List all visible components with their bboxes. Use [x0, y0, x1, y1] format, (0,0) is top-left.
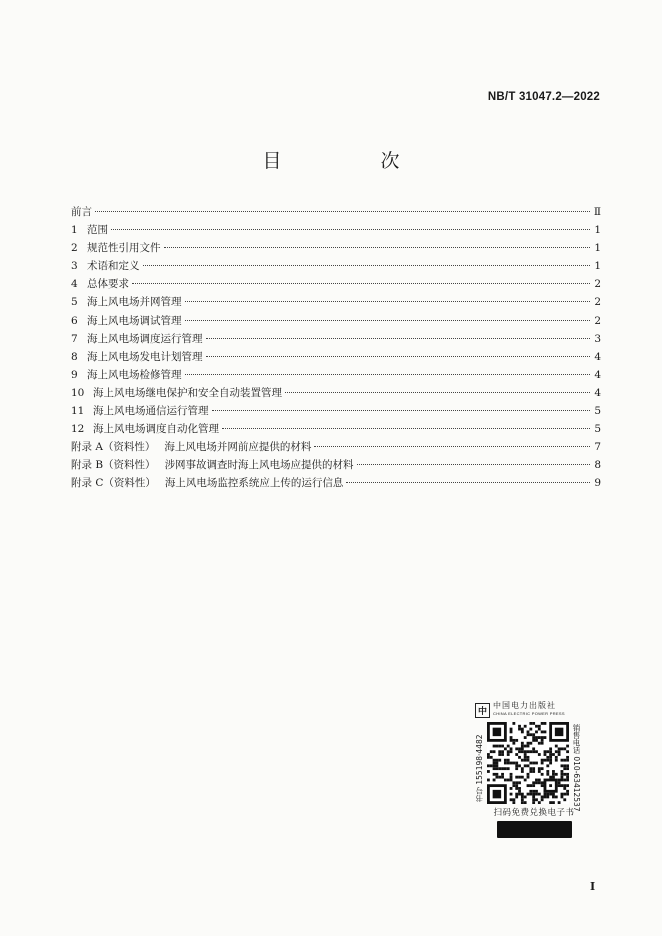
toc-entry[interactable]	[71, 330, 601, 348]
toc-entry-page: 5	[594, 405, 601, 418]
page-number: I	[590, 880, 596, 893]
publisher-logo	[475, 700, 593, 720]
toc-entry-page: 8	[594, 459, 601, 472]
toc-leader-dots	[143, 265, 591, 266]
toc-entry-number: 10	[71, 386, 85, 399]
toc-entry-page: 2	[594, 296, 601, 309]
toc-entry-page: 5	[594, 423, 601, 436]
toc-entry-number: 12	[71, 423, 85, 436]
toc-leader-dots	[212, 410, 591, 411]
redacted-code-bar	[497, 821, 572, 838]
toc-entry-page: 2	[594, 278, 601, 291]
toc-entry-label: 海上风电场检修管理	[87, 368, 182, 381]
toc-entry-number: 5	[71, 296, 78, 309]
toc-entry[interactable]	[71, 257, 601, 275]
publisher-name-en: CHINA ELECTRIC POWER PRESS	[493, 711, 565, 716]
toc-entry[interactable]	[71, 239, 601, 257]
toc-entry-label: 涉网事故调查时海上风电场应提供的材料	[164, 459, 354, 472]
toc-entry[interactable]	[71, 312, 601, 330]
toc-entry-page: Ⅱ	[593, 206, 601, 218]
table-of-contents	[71, 203, 601, 493]
toc-entry-label: 总体要求	[87, 278, 129, 291]
toc-entry[interactable]	[71, 293, 601, 311]
toc-leader-dots	[346, 482, 590, 483]
scan-instruction: 扫码免费兑换电子书	[493, 808, 575, 818]
toc-entry[interactable]	[71, 203, 601, 221]
toc-entry-label: 海上风电场调度自动化管理	[93, 423, 219, 436]
toc-leader-dots	[206, 356, 591, 357]
toc-entry-label: 海上风电场监控系统应上传的运行信息	[164, 477, 344, 490]
toc-entry-page: 4	[594, 350, 601, 363]
toc-leader-dots	[132, 283, 590, 284]
toc-leader-dots	[285, 392, 590, 393]
toc-leader-dots	[95, 211, 590, 212]
toc-entry-page: 3	[594, 332, 601, 345]
publisher-name-cn: 中国电力出版社	[493, 701, 556, 710]
sales-hotline: 销售电话 010-63412537	[572, 724, 581, 812]
qr-code-icon[interactable]	[487, 722, 569, 804]
toc-entry-number: 9	[71, 368, 78, 381]
toc-entry-page: 1	[594, 224, 601, 237]
toc-leader-dots	[222, 428, 590, 429]
publisher-logo-icon: 中	[475, 703, 490, 718]
toc-entry[interactable]	[71, 420, 601, 438]
publisher-qr-block	[475, 700, 593, 838]
toc-entry-label: 海上风电场调度运行管理	[87, 332, 203, 345]
toc-entry-page: 1	[594, 242, 601, 255]
page-title: 目 次	[262, 150, 440, 172]
toc-leader-dots	[185, 374, 591, 375]
toc-entry-number: 6	[71, 314, 78, 327]
toc-entry-label: 规范性引用文件	[87, 242, 161, 255]
toc-entry-label: 海上风电场并网管理	[87, 296, 182, 309]
toc-leader-dots	[357, 464, 590, 465]
toc-entry-page: 1	[594, 260, 601, 273]
toc-leader-dots	[314, 446, 590, 447]
toc-entry-label: 海上风电场继电保护和安全自动装置管理	[93, 386, 282, 399]
toc-leader-dots	[185, 301, 591, 302]
toc-entry[interactable]	[71, 275, 601, 293]
toc-entry-number: 4	[71, 278, 78, 291]
toc-entry-page: 4	[594, 386, 601, 399]
toc-entry-page: 9	[594, 477, 601, 490]
toc-leader-dots	[206, 338, 591, 339]
toc-entry-page: 7	[594, 441, 601, 454]
toc-entry[interactable]	[71, 366, 601, 384]
toc-entry[interactable]	[71, 221, 601, 239]
toc-entry-label: 范围	[87, 224, 108, 237]
toc-entry-number: 8	[71, 350, 78, 363]
toc-entry-number: 附录 A（资料性）	[71, 441, 156, 454]
toc-entry-number: 附录 B（资料性）	[71, 459, 156, 472]
toc-entry[interactable]	[71, 438, 601, 456]
toc-leader-dots	[185, 320, 591, 321]
toc-entry-label: 海上风电场通信运行管理	[93, 405, 209, 418]
toc-entry-number: 1	[71, 224, 78, 237]
toc-entry[interactable]	[71, 348, 601, 366]
toc-leader-dots	[111, 229, 590, 230]
toc-entry-label: 海上风电场并网前应提供的材料	[164, 441, 312, 454]
toc-entry[interactable]	[71, 384, 601, 402]
toc-leader-dots	[164, 247, 591, 248]
toc-entry-number: 附录 C（资料性）	[71, 477, 156, 490]
toc-entry[interactable]	[71, 474, 601, 492]
toc-entry-label: 前言	[71, 206, 92, 218]
toc-entry-label: 术语和定义	[87, 260, 140, 273]
toc-entry-label: 海上风电场调试管理	[87, 314, 182, 327]
toc-entry[interactable]	[71, 456, 601, 474]
toc-entry-number: 7	[71, 332, 78, 345]
toc-entry-label: 海上风电场发电计划管理	[87, 350, 203, 363]
book-number: 书号 155198·4482	[475, 734, 484, 802]
toc-entry-number: 2	[71, 242, 78, 255]
toc-entry-number: 3	[71, 260, 78, 273]
toc-entry-page: 4	[594, 368, 601, 381]
standard-code: NB/T 31047.2—2022	[487, 91, 600, 103]
toc-entry-number: 11	[71, 405, 85, 418]
toc-entry-page: 2	[594, 314, 601, 327]
toc-entry[interactable]	[71, 402, 601, 420]
